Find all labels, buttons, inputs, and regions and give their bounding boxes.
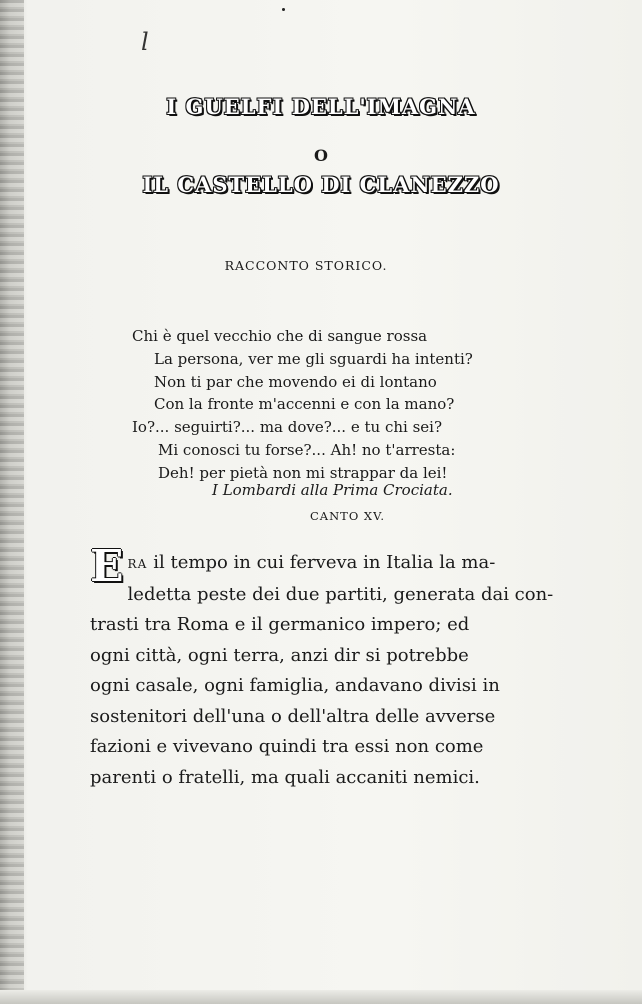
epigraph-line: Deh! per pietà non mi strappar da lei! bbox=[158, 463, 448, 482]
body-line: fazioni e vivevano quindi tra essi non come bbox=[90, 736, 484, 757]
epigraph-line: Con la fronte m'accenni e con la mano? bbox=[154, 395, 455, 414]
page-bottom-edge bbox=[0, 990, 642, 1004]
title-line-2: IL CASTELLO DI CLANEZZO bbox=[142, 172, 500, 197]
page-mark: l bbox=[141, 28, 149, 56]
epigraph-line: Non ti par che movendo ei di lontano bbox=[154, 372, 437, 391]
body-line: trasti tra Roma e il germanico impero; ed bbox=[90, 614, 470, 635]
title-line-1: I GUELFI DELL'IMAGNA bbox=[166, 94, 476, 119]
epigraph-line: Io?... seguirti?... ma dove?... e tu chi sei? bbox=[132, 418, 442, 437]
title-conjunction: O bbox=[314, 146, 328, 165]
epigraph-source: I Lombardi alla Prima Crociata. bbox=[212, 481, 453, 499]
body-paragraph bbox=[90, 541, 554, 793]
body-line: ogni casale, ogni famiglia, andavano divisi in bbox=[90, 675, 500, 696]
body-line: ledetta peste dei due partiti, generata dai con- bbox=[127, 583, 554, 605]
epigraph-line: Mi conosci tu forse?... Ah! no t'arresta: bbox=[158, 440, 456, 459]
subtitle: RACCONTO STORICO. bbox=[224, 258, 388, 273]
epigraph-line: La persona, ver me gli sguardi ha intenti? bbox=[154, 349, 473, 368]
drop-cap: E bbox=[90, 541, 124, 592]
body-line: ogni città, ogni terra, anzi dir si potrebbe bbox=[90, 644, 469, 666]
epigraph-canto: CANTO XV. bbox=[310, 509, 386, 523]
body-line bbox=[90, 541, 500, 592]
epigraph-line: Chi è quel vecchio che di sangue rossa bbox=[132, 327, 428, 345]
epigraph bbox=[132, 325, 512, 485]
body-line: sostenitori dell'una o dell'altra delle avverse bbox=[90, 705, 496, 727]
body-line: parenti o fratelli, ma quali accaniti nemici. bbox=[90, 766, 480, 788]
body-line-text: il tempo in cui ferveva in Italia la ma- bbox=[153, 552, 496, 573]
drop-cap-rest: RA bbox=[127, 557, 148, 571]
ink-speck bbox=[282, 8, 285, 11]
